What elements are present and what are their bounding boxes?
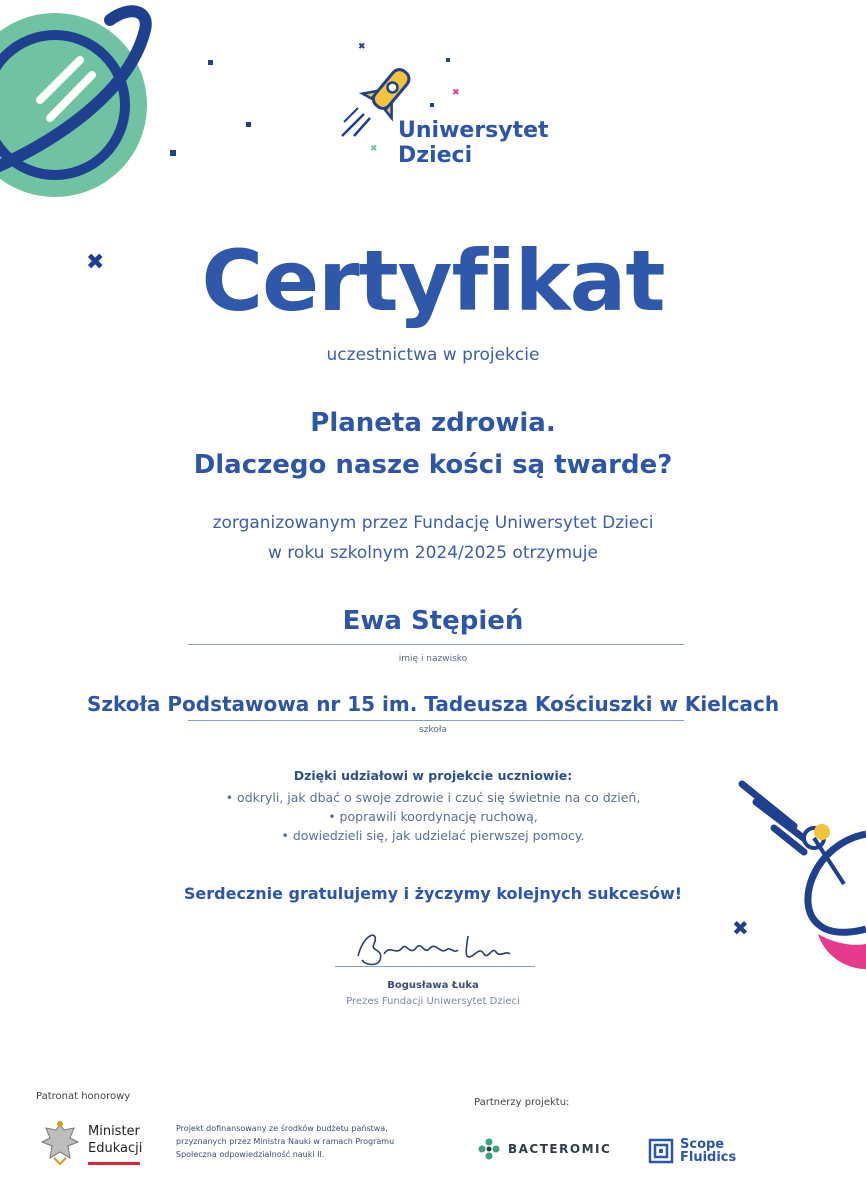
benefits-heading: Dzięki udziałowi w projekcie uczniowie: xyxy=(293,768,573,783)
signature-line xyxy=(335,966,535,967)
organizer-line1: zorganizowanym przez Fundację Uniwersytet Dzieci xyxy=(212,513,654,533)
project-title-line2: Dlaczego nasze kości są twarde? xyxy=(193,450,673,480)
decor-dot xyxy=(170,150,176,156)
decor-dot xyxy=(208,60,213,65)
decor-dot xyxy=(246,122,251,127)
congratulations-text: Serdecznie gratulujemy i życzymy kolejnych sukcesów! xyxy=(183,884,683,903)
cross-icon: ✖ xyxy=(452,88,460,98)
funding-text: Projekt dofinansowany ze środków budżetu państwa, przyznanych przez Ministra Nauki w ramach Programu Społeczna odpowiedzialność nauki II. xyxy=(176,1124,395,1159)
bacteromic-logo-text: BACTEROMIC xyxy=(508,1142,612,1156)
scope-fluidics-logo-text xyxy=(680,1138,736,1164)
school-name: Szkoła Podstawowa nr 15 im. Tadeusza Kościuszki w Kielcach xyxy=(86,692,780,716)
cross-icon: ✖ xyxy=(732,916,749,940)
name-label: imię i nazwisko xyxy=(398,654,468,664)
benefit-item: • dowiedzieli się, jak udzielać pierwszej pomocy. xyxy=(281,828,585,843)
scope-line2: Fluidics xyxy=(680,1150,737,1165)
logo-line2: Dzieci xyxy=(398,143,473,168)
certificate-subtitle: uczestnictwa w projekcie xyxy=(326,345,540,365)
cross-icon: ✖ xyxy=(370,144,378,154)
name-underline xyxy=(188,644,684,645)
school-underline xyxy=(188,720,684,721)
decor-dot xyxy=(446,58,450,62)
project-title xyxy=(0,402,866,486)
signer-role: Prezes Fundacji Uniwersytet Dzieci xyxy=(346,996,520,1007)
bacteromic-logo-icon xyxy=(476,1136,502,1162)
scope-line1: Scope xyxy=(680,1137,725,1152)
minister-logo-text xyxy=(88,1123,142,1157)
logo-text xyxy=(398,118,549,168)
minister-line2: Edukacji xyxy=(88,1141,143,1156)
decor-dot xyxy=(430,103,434,107)
scope-fluidics-logo-icon xyxy=(648,1138,674,1164)
certificate-title: Certyfikat xyxy=(201,232,665,330)
organizer-line2: w roku szkolnym 2024/2025 otrzymuje xyxy=(268,543,598,563)
eagle-emblem-icon xyxy=(38,1118,82,1168)
signature-image xyxy=(350,926,520,970)
partners-label: Partnerzy projektu: xyxy=(474,1097,570,1108)
signer-name: Bogusława Łuka xyxy=(387,980,479,991)
cross-icon: ✖ xyxy=(358,42,366,52)
patronat-label: Patronat honorowy xyxy=(36,1091,131,1102)
project-title-line1: Planeta zdrowia. xyxy=(310,408,556,438)
planet-illustration xyxy=(0,0,160,200)
cross-icon: ✖ xyxy=(86,250,105,275)
school-label: szkoła xyxy=(419,725,447,735)
benefit-item: • poprawili koordynację ruchową, xyxy=(328,809,538,824)
organizer-text xyxy=(0,508,866,568)
minister-underline xyxy=(88,1162,140,1165)
logo-line1: Uniwersytet xyxy=(398,118,549,143)
benefit-item: • odkryli, jak dbać o swoje zdrowie i czuć się świetnie na co dzień, xyxy=(225,790,641,805)
minister-line1: Minister xyxy=(88,1124,140,1139)
recipient-name: Ewa Stępień xyxy=(342,606,524,636)
